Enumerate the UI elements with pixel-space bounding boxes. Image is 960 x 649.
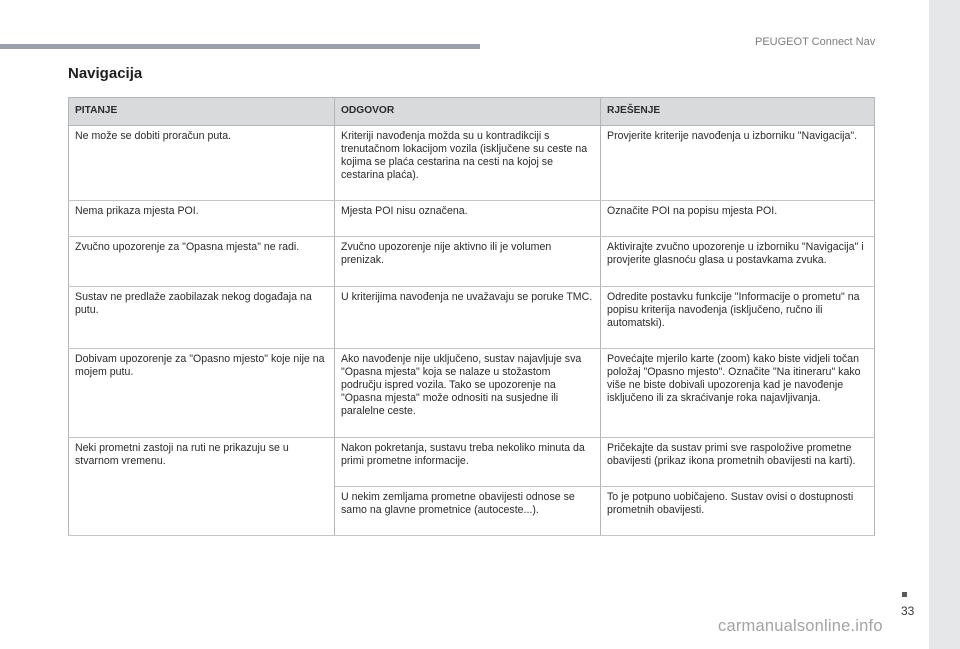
watermark: carmanualsonline.info xyxy=(718,617,883,635)
header-title: PEUGEOT Connect Nav xyxy=(755,36,876,48)
answer-cell: U nekim zemljama prometne obavijesti odnose se samo na glavne prometnice (autoceste...). xyxy=(335,486,601,535)
answer-cell: U kriterijima navođenja ne uvažavaju se poruke TMC. xyxy=(335,286,601,348)
table-row xyxy=(69,286,875,348)
table-header-row xyxy=(69,98,875,126)
table-row xyxy=(69,201,875,237)
question-cell: Zvučno upozorenje za "Opasna mjesta" ne radi. xyxy=(69,237,335,286)
column-header-answer: ODGOVOR xyxy=(335,98,601,126)
answer-cell: Ako navođenje nije uključeno, sustav najavljuje sva "Opasna mjesta" koja se nalaze u stožastom području ispred vozila. Tako se upozorenje na "Opasna mjesta" može odnositi na susjedne ili paralelne ceste. xyxy=(335,348,601,437)
table-row xyxy=(69,437,875,486)
solution-cell: Povećajte mjerilo karte (zoom) kako biste vidjeli točan položaj "Opasno mjesto". Označite "Na itineraru" kako više ne biste dobivali upozorenja kad je navođenje isključeno ili za skraćivanje roka najavljivanja. xyxy=(601,348,875,437)
solution-cell: Pričekajte da sustav primi sve raspoložive prometne obavijesti (prikaz ikona prometnih obavijesti na karti). xyxy=(601,437,875,486)
solution-cell: Označite POI na popisu mjesta POI. xyxy=(601,201,875,237)
question-cell: Ne može se dobiti proračun puta. xyxy=(69,125,335,201)
solution-cell: To je potpuno uobičajeno. Sustav ovisi o dostupnosti prometnih obavijesti. xyxy=(601,486,875,535)
answer-cell: Zvučno upozorenje nije aktivno ili je volumen prenizak. xyxy=(335,237,601,286)
troubleshooting-table xyxy=(68,97,875,536)
solution-cell: Aktivirajte zvučno upozorenje u izborniku "Navigacija" i provjerite glasnoću glasa u postavkama zvuka. xyxy=(601,237,875,286)
page-number: 33 xyxy=(901,604,915,618)
column-header-question: PITANJE xyxy=(69,98,335,126)
header-rule xyxy=(0,44,480,49)
table-row xyxy=(69,125,875,201)
solution-cell: Provjerite kriterije navođenja u izborniku "Navigacija". xyxy=(601,125,875,201)
side-strip xyxy=(929,0,960,649)
table-row xyxy=(69,237,875,286)
answer-cell: Kriteriji navođenja možda su u kontradikciji s trenutačnom lokacijom vozila (isključene su ceste na kojima se plaća cestarina na cesti na kojoj se cestarina plaća). xyxy=(335,125,601,201)
question-cell: Dobivam upozorenje za "Opasno mjesto" koje nije na mojem putu. xyxy=(69,348,335,437)
question-cell: Neki prometni zastoji na ruti ne prikazuju se u stvarnom vremenu. xyxy=(69,437,335,536)
question-cell: Nema prikaza mjesta POI. xyxy=(69,201,335,237)
table-row xyxy=(69,348,875,437)
page-title: Navigacija xyxy=(68,65,143,82)
question-cell: Sustav ne predlaže zaobilazak nekog događaja na putu. xyxy=(69,286,335,348)
corner-marker xyxy=(902,592,907,597)
column-header-solution: RJEŠENJE xyxy=(601,98,875,126)
answer-cell: Nakon pokretanja, sustavu treba nekoliko minuta da primi prometne informacije. xyxy=(335,437,601,486)
answer-cell: Mjesta POI nisu označena. xyxy=(335,201,601,237)
solution-cell: Odredite postavku funkcije "Informacije o prometu" na popisu kriterija navođenja (isključeno, ručno ili automatski). xyxy=(601,286,875,348)
